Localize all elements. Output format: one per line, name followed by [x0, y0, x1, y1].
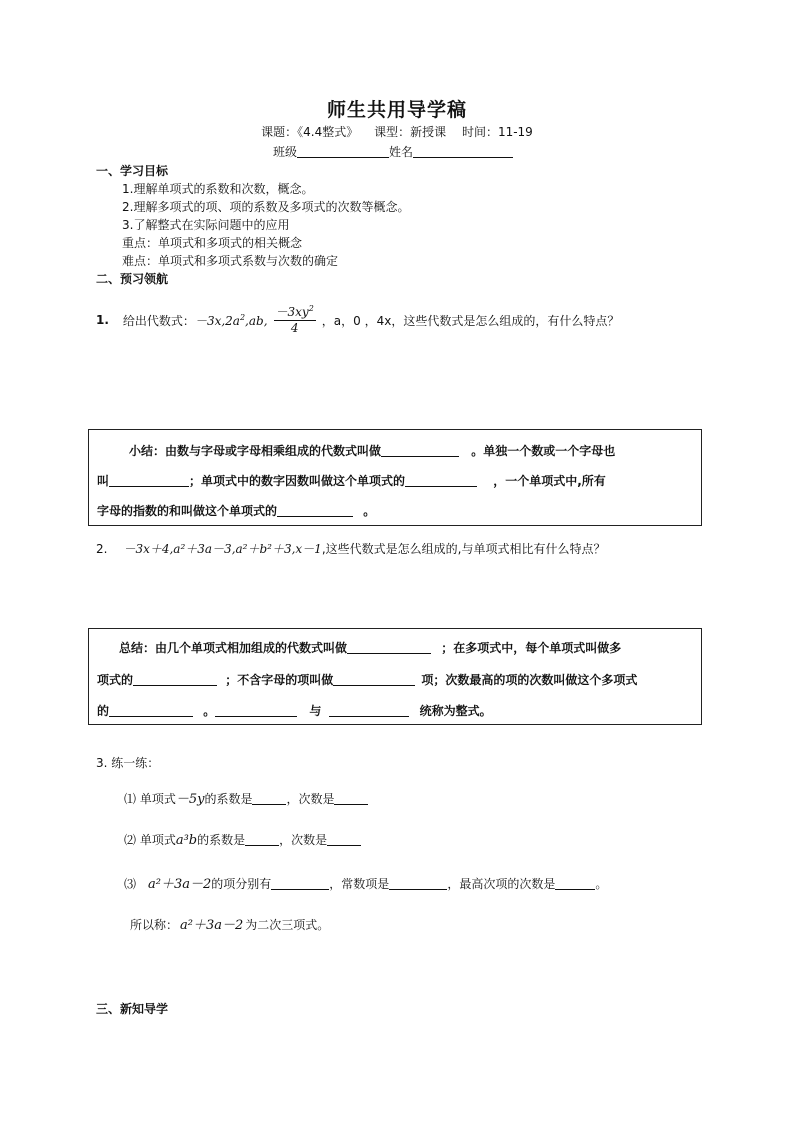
- q3-p2-degree-blank[interactable]: [327, 833, 361, 846]
- class-label: 班级: [273, 145, 298, 159]
- class-name-line: [273, 143, 513, 160]
- objective-3: 3.了解整式在实际问题中的应用: [122, 218, 290, 232]
- q2-expr: －3x＋4,a²＋3a－3,a²＋b²＋3,x－1: [123, 542, 322, 556]
- q3-conclusion: 所以称： a²＋3a－2 为二次三项式。: [130, 918, 330, 933]
- q3-part-2: ⑵ 单项式a³b的系数是 ，次数是: [124, 831, 361, 848]
- class-blank[interactable]: [297, 145, 389, 158]
- lesson-type: 课型：新授课: [374, 125, 447, 139]
- objective-2: 2.理解多项式的项、项的系数及多项式的次数等概念。: [122, 200, 410, 214]
- question-1: [96, 302, 619, 338]
- difficult-point: 难点：单项式和多项式系数与次数的确定: [122, 254, 339, 268]
- q3-heading: 3. 练一练：: [96, 756, 160, 770]
- question-2: [96, 540, 605, 557]
- lesson-time: 时间：11-19: [461, 125, 533, 139]
- q3-p2-coef-blank[interactable]: [245, 833, 279, 846]
- summary-box-1: 小结：由数与字母或字母相乘组成的代数式叫做 。单独一个数或一个字母也 叫 ；单项式中的数字因数叫做这个单项式的 ，一个单项式中,所有 字母的指数的和叫做这个单项式的 。: [88, 429, 702, 526]
- name-label: 姓名: [389, 145, 414, 159]
- q3-part-3: ⑶ a²＋3a－2的项分别有 ，常数项是 ，最高次项的次数是 。: [124, 877, 608, 892]
- q3-p3-degree-blank[interactable]: [555, 877, 595, 890]
- q1-number: 1.: [96, 313, 109, 327]
- lesson-topic: 课题：《4.4整式》: [261, 125, 359, 139]
- section3-heading: 三、新知导学: [96, 1002, 169, 1016]
- name-blank[interactable]: [413, 145, 513, 158]
- q1-tail: 这些代数式是怎么组成的，有什么特点？: [403, 313, 620, 328]
- q1-tail-values: ，a，0 ，4x，: [321, 313, 404, 328]
- q1-expr: $-3x,2a^2,ab$,: [194, 312, 268, 328]
- page-title: 师生共用导学稿: [326, 99, 467, 121]
- lesson-meta: [0, 123, 794, 140]
- q3-p3-terms-blank[interactable]: [271, 877, 329, 890]
- q3-part-1: ⑴ 单项式－5y的系数是 ，次数是: [124, 788, 368, 807]
- q1-lead: 给出代数式：: [122, 313, 195, 328]
- key-point: 重点：单项式和多项式的相关概念: [122, 236, 303, 250]
- section1-heading: 一、学习目标: [96, 164, 169, 178]
- q3-p1-coef-blank[interactable]: [252, 792, 286, 805]
- objective-1: 1.理解单项式的系数和次数，概念。: [122, 182, 314, 196]
- q3-p1-degree-blank[interactable]: [334, 792, 368, 805]
- section2-heading: 二、预习领航: [96, 272, 169, 286]
- q1-fraction: $\frac{-3xy^2}{4}$: [275, 304, 314, 335]
- q2-number: 2.: [96, 542, 108, 556]
- q2-tail: ,这些代数式是怎么组成的,与单项式相比有什么特点？: [321, 542, 606, 556]
- summary-box-2: 总结：由几个单项式相加组成的代数式叫做 ；在多项式中，每个单项式叫做多 项式的 ；不含字母的项叫做 项；次数最高的项的次数叫做这个多项式 的 。 与 统称为整式。: [88, 628, 702, 725]
- q3-p3-constant-blank[interactable]: [389, 877, 447, 890]
